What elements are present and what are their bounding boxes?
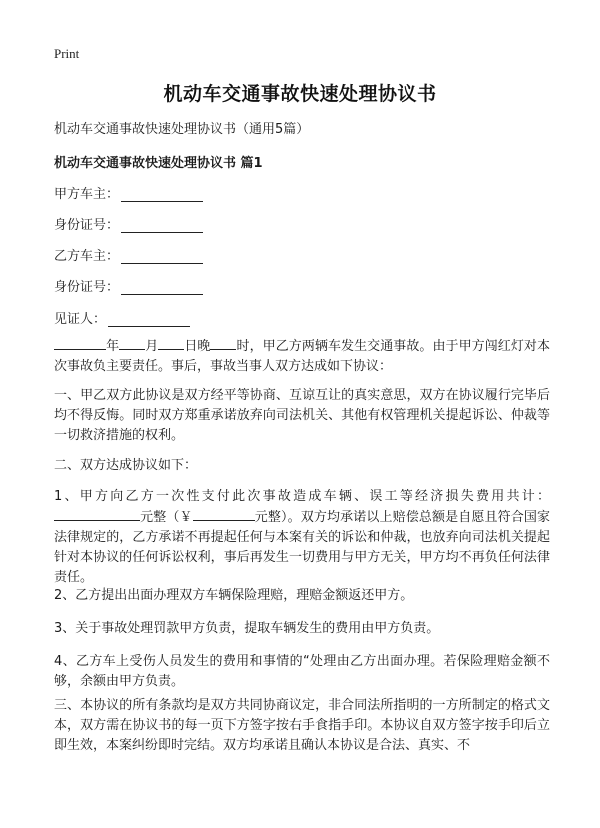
field-party-b-owner (54, 245, 203, 264)
item-1-lead: 1、甲方向乙方一次性支付此次事故造成车辆、误工等经济损失费用共计： (54, 489, 550, 504)
fill-in-blank (121, 249, 203, 264)
incident-date-paragraph (54, 336, 550, 377)
field-label: 身份证号： (54, 280, 120, 295)
item-1-text: 双方均承诺以上赔偿总额是自愿且符合国家法律规定的，乙方承诺不再提起任何与本案有关的诉讼和仲裁，也放弃向司法机关提起针对本协议的任何诉讼权利，事后再发生一切费用与甲方无关，甲方均不再负任何法律责任。 (54, 510, 550, 585)
field-label: 甲方车主： (54, 187, 120, 202)
item-2-paragraph: 2、乙方提出出面办理双方车辆保险理赔，理赔金额返还甲方。 (54, 588, 414, 603)
fill-in-blank (121, 187, 203, 202)
amount-unit-label: 元整（￥ (140, 510, 193, 525)
amount-unit-label-2: 元整）。 (254, 510, 301, 525)
year-label: 年 (106, 339, 120, 354)
section-heading: 机动车交通事故快速处理协议书 篇1 (54, 156, 263, 171)
month-label: 月 (145, 339, 159, 354)
field-label: 见证人： (54, 312, 107, 327)
item-4-paragraph: 4、乙方车上受伤人员发生的费用和事情的“处理由乙方出面办理。若保险理赔金额不够，余额由甲方负责。 (54, 654, 550, 689)
field-party-a-owner (54, 183, 203, 202)
clause-3-paragraph: 三、本协议的所有条款均是双方共同协商议定，非合同法所指明的一方所制定的格式文本，双方需在协议书的每一页下方签字按右手食指手印。本协议自双方签字按手印后立即生效，本案纠纷即时完结。双方均承诺且确认本协议是合法、真实、不 (54, 698, 550, 753)
field-label: 身份证号： (54, 218, 120, 233)
fill-in-blank (121, 280, 203, 295)
fill-in-blank (158, 336, 184, 350)
fill-in-blank (210, 336, 236, 350)
fill-in-blank (119, 336, 145, 350)
clause-1-paragraph: 一、甲乙双方此协议是双方经平等协商、互谅互让的真实意思，双方在协议履行完毕后均不得反悔。同时双方郑重承诺放弃向司法机关、其他有权管理机关提起诉讼、仲裁等一切救济措施的权利。 (54, 388, 550, 443)
clause-2-heading: 二、双方达成协议如下： (54, 458, 198, 473)
field-party-b-id (54, 276, 203, 295)
fill-in-blank (54, 507, 140, 521)
field-witness (54, 308, 190, 327)
fill-in-blank (108, 312, 190, 327)
fill-in-blank (193, 507, 255, 521)
day-evening-label: 日晚 (184, 339, 211, 354)
incident-text: 时，甲乙方两辆车发生交通事故。由于甲方闯红灯对本次事故负主要责任。事后，事故当事人双方达成如下协议： (54, 339, 550, 374)
fill-in-blank (54, 336, 106, 350)
print-link[interactable]: Print (54, 46, 80, 61)
fill-in-blank (121, 218, 203, 233)
field-party-a-id (54, 214, 203, 233)
document-subtitle: 机动车交通事故快速处理协议书（通用5篇） (54, 122, 310, 137)
item-3-paragraph: 3、关于事故处理罚款甲方负责，提取车辆发生的费用由甲方负责。 (54, 621, 440, 636)
item-1-paragraph (54, 487, 550, 588)
field-label: 乙方车主： (54, 249, 120, 264)
document-title: 机动车交通事故快速处理协议书 (163, 83, 437, 105)
